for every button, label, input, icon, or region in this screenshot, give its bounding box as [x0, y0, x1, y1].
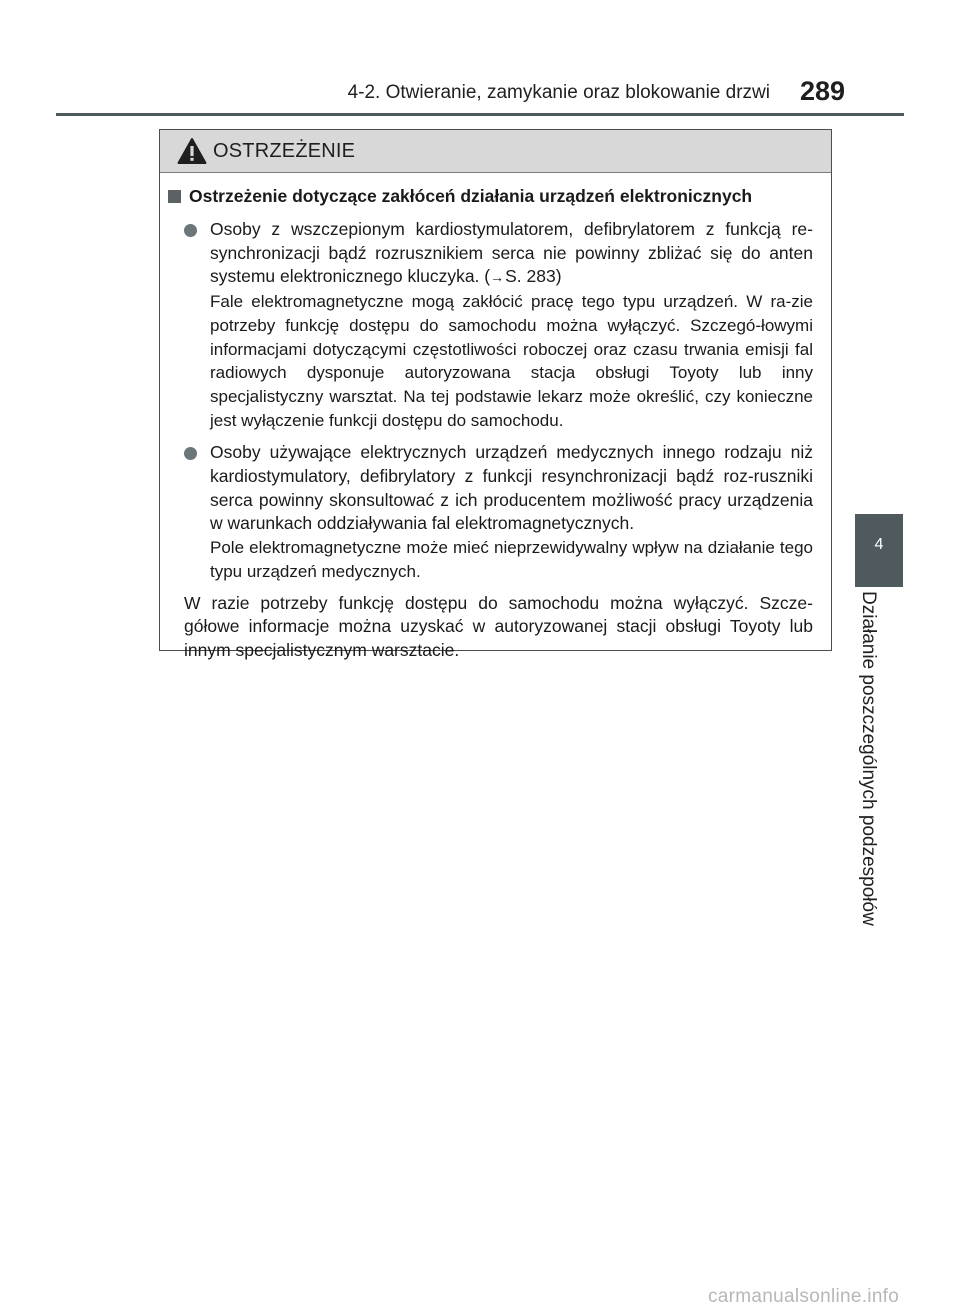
page-number: 289	[800, 76, 846, 106]
bullet-note: Pole elektromagnetyczne może mieć nieprzewidywalny wpływ na działanie tego typu urządzeń medycznych.	[210, 538, 813, 581]
list-item	[168, 218, 813, 432]
warning-body	[160, 173, 831, 663]
square-bullet-icon	[168, 190, 181, 203]
bullet-text: Osoby używające elektrycznych urządzeń medycznych innego rodzaju niż kardiostymulatory, defibrylatory z funkcji resynchronizacji bądź roz-ruszniki serca powinny skonsultować z ich producentem możliwość pracy urządzenia w warunkach oddziaływania fal elektromagnetycznych.	[210, 442, 813, 534]
page-reference: S. 283)	[505, 266, 562, 287]
header-divider	[56, 113, 904, 116]
chapter-number: 4	[874, 536, 884, 553]
bullet-text-main: Osoby z wszczepionym kardiostymulatorem, defibrylatorem z funkcją re-synchronizacji bądź rozrusznikiem serca nie powinny zbliżać się do anten systemu elektronicznego kluczyka. (	[210, 219, 813, 287]
bullet-dot-icon	[184, 447, 197, 460]
warning-header	[160, 130, 831, 173]
warning-heading	[168, 183, 813, 209]
warning-heading-text: Ostrzeżenie dotyczące zakłóceń działania urządzeń elektronicznych	[189, 186, 753, 206]
watermark: carmanualsonline.info	[708, 1286, 900, 1307]
warning-triangle-icon	[177, 137, 207, 165]
reference-arrow-icon: →	[490, 269, 505, 286]
warning-box	[159, 129, 832, 660]
chapter-title: Działanie poszczególnych podzespołów	[858, 591, 879, 926]
bullet-note: Fale elektromagnetyczne mogą zakłócić pracę tego typu urządzeń. W ra-zie potrzeby funkcję dostępu do samochodu można wyłączyć. Szczegó-łowymi informacjami dotyczącymi częstotliwości roboczej oraz czasu trwania emisji fal radiowych dysponuje autoryzowana stacja obsługi Toyoty lub inny specjalistyczny warsztat. Na tej podstawie lekarz może określić, czy konieczne jest wyłączenie funkcji dostępu do samochodu.	[210, 292, 813, 430]
section-title: 4-2. Otwieranie, zamykanie oraz blokowanie drzwi	[347, 82, 770, 103]
chapter-tab	[855, 514, 903, 587]
bullet-dot-icon	[184, 224, 197, 237]
warning-label: OSTRZEŻENIE	[213, 139, 356, 162]
list-item	[168, 441, 813, 583]
bullet-text	[210, 218, 813, 290]
closing-paragraph: W razie potrzeby funkcję dostępu do samochodu można wyłączyć. Szcze-gółowe informacje można uzyskać w autoryzowanej stacji obsługi Toyoty lub innym specjalistycznym warsztacie.	[184, 592, 813, 660]
